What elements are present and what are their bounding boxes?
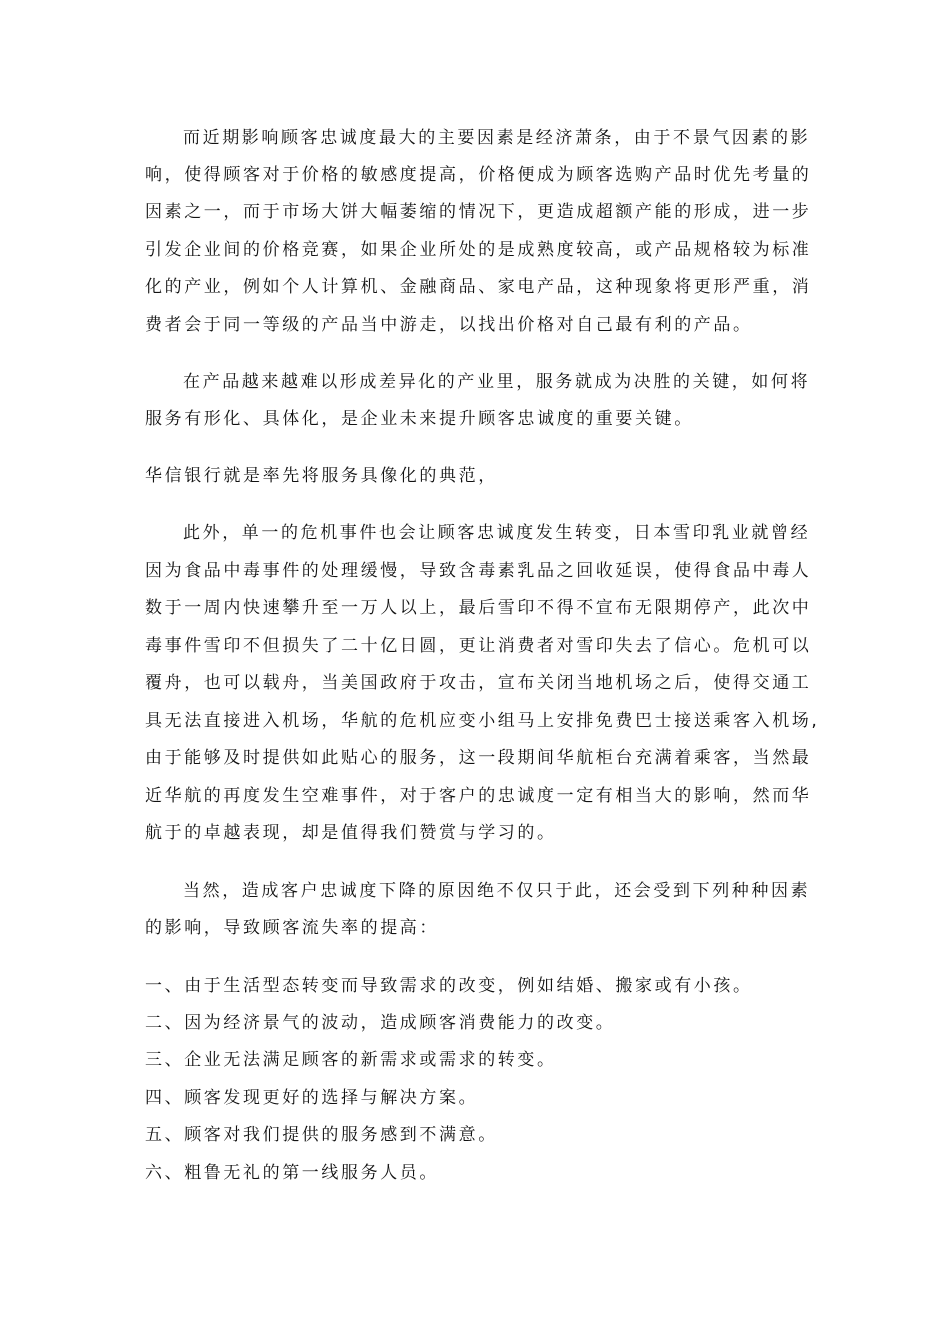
text-line: 覆舟，也可以载舟，当美国政府于攻击，宣布关闭当地机场之后，使得交通工 [145,673,812,693]
text-line: 此外，单一的危机事件也会让顾客忠诚度发生转变，日本雪印乳业就曾经 [183,523,811,543]
text-line: 当然，造成客户忠诚度下降的原因绝不仅只于此，还会受到下列种种因素 [183,881,811,901]
text-line: 具无法直接进入机场，华航的危机应变小组马上安排免费巴士接送乘客入机场, [145,711,820,731]
list-item: 一、由于生活型态转变而导致需求的改变，例如结婚、搬家或有小孩。 [145,976,753,996]
text-line: 费者会于同一等级的产品当中游走，以找出价格对自己最有利的产品。 [145,315,753,335]
text-line: 因素之一，而于市场大饼大幅萎缩的情况下，更造成超额产能的形成，进一步 [145,202,812,222]
list-item: 二、因为经济景气的波动，造成顾客消费能力的改变。 [145,1013,616,1033]
list-item: 六、粗鲁无礼的第一线服务人员。 [145,1163,439,1183]
text-line: 化的产业，例如个人计算机、金融商品、家电产品，这种现象将更形严重，消 [145,277,812,297]
text-line: 数于一周内快速攀升至一万人以上，最后雪印不得不宣布无限期停产，此次中 [145,598,812,618]
text-line: 服务有形化、具体化，是企业未来提升顾客忠诚度的重要关键。 [145,409,694,429]
text-line: 引发企业间的价格竞赛，如果企业所处的是成熟度较高，或产品规格较为标准 [145,240,812,260]
text-line: 而近期影响顾客忠诚度最大的主要因素是经济萧条，由于不景气因素的影 [183,128,811,148]
text-line: 在产品越来越难以形成差异化的产业里，服务就成为决胜的关键，如何将 [183,372,811,392]
list-item: 三、企业无法满足顾客的新需求或需求的转变。 [145,1050,557,1070]
text-line: 华信银行就是率先将服务具像化的典范， [145,466,498,486]
list-item: 四、顾客发现更好的选择与解决方案。 [145,1088,479,1108]
text-line: 近华航的再度发生空难事件，对于客户的忠诚度一定有相当大的影响，然而华 [145,786,812,806]
text-line: 因为食品中毒事件的处理缓慢，导致含毒素乳品之回收延误，使得食品中毒人 [145,561,812,581]
text-line: 响，使得顾客对于价格的敏感度提高，价格便成为顾客选购产品时优先考量的 [145,165,812,185]
text-line: 航于的卓越表现，却是值得我们赞赏与学习的。 [145,823,557,843]
text-line: 由于能够及时提供如此贴心的服务，这一段期间华航柜台充满着乘客，当然最 [145,748,812,768]
text-line: 毒事件雪印不但损失了二十亿日圆，更让消费者对雪印失去了信心。危机可以 [145,636,812,656]
text-line: 的影响，导致顾客流失率的提高： [145,918,439,938]
list-item: 五、顾客对我们提供的服务感到不满意。 [145,1125,498,1145]
